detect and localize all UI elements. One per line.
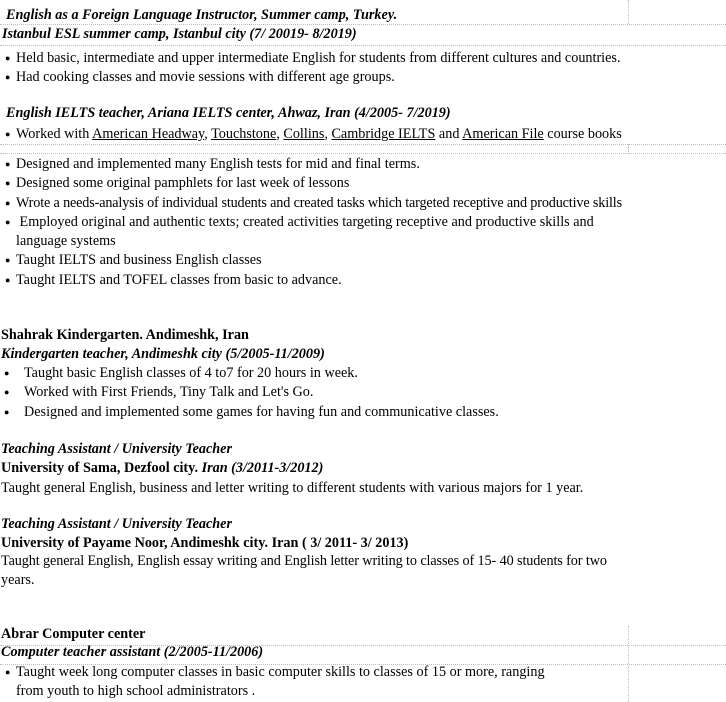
ielts-bullet: ● Taught IELTS and TOFEL classes from basic to advance. [5, 272, 342, 288]
kindergarten-title: Shahrak Kindergarten. Andimeshk, Iran [1, 327, 249, 343]
sama-org: University of Sama, Dezfool city. Iran (3/2011-3/2012) [1, 460, 324, 476]
kindergarten-bullet: ● Designed and implemented some games for having fun and communicative classes. [4, 404, 499, 420]
ielts-bullet: ● Designed some original pamphlets for last week of lessons [5, 175, 350, 191]
summer-camp-subtitle: Istanbul ESL summer camp, Istanbul city (7/ 20019- 8/2019) [2, 26, 357, 42]
bullet-icon: ● [5, 53, 11, 63]
kindergarten-subtitle: Kindergarten teacher, Andimeshk city (5/2005-11/2009) [1, 346, 325, 362]
book-link: Touchstone [211, 126, 277, 142]
bullet-icon: ● [4, 387, 10, 397]
book-link: American Headway [92, 126, 205, 142]
bullet-icon: ● [5, 72, 11, 82]
book-link: Cambridge IELTS [331, 126, 436, 142]
payame-noor-description-continuation: years. [1, 572, 35, 588]
bullet-icon: ● [5, 255, 11, 265]
kindergarten-bullet: ● Taught basic English classes of 4 to7 for 20 hours in week. [4, 365, 358, 381]
bullet-icon: ● [5, 178, 11, 188]
ielts-title: English IELTS teacher, Ariana IELTS center, Ahwaz, Iran (4/2005- 7/2019) [6, 105, 451, 121]
summer-camp-bullet: ● Had cooking classes and movie sessions with different age groups. [5, 69, 395, 85]
sama-title: Teaching Assistant / University Teacher [1, 441, 232, 457]
payame-noor-description: Taught general English, English essay writing and English letter writing to classes of 15- 40 students for two [1, 553, 607, 569]
abrar-bullet: ● Taught week long computer classes in basic computer skills to classes of 15 or more, ranging [5, 664, 545, 680]
ielts-bullet-continuation: language systems [16, 233, 116, 249]
table-gridline [628, 626, 629, 702]
summer-camp-title: English as a Foreign Language Instructor, Summer camp, Turkey. [6, 7, 398, 23]
bullet-icon: ● [5, 159, 11, 169]
ielts-books-line: ● Worked with American Headway, Touchstone, Collins, Cambridge IELTS and American File course books [5, 126, 622, 142]
kindergarten-bullet: ● Worked with First Friends, Tiny Talk and Let's Go. [4, 384, 314, 400]
sama-description: Taught general English, business and letter writing to different students with various majors for 1 year. [1, 480, 584, 496]
payame-noor-title: Teaching Assistant / University Teacher [1, 516, 232, 532]
table-gridline [628, 0, 629, 24]
book-link: Collins [283, 126, 325, 142]
table-gridline [0, 153, 726, 154]
table-gridline [628, 144, 629, 154]
ielts-bullet: ● Employed original and authentic texts; created activities targeting receptive and productive skills and [5, 214, 594, 230]
summer-camp-bullet: ● Held basic, intermediate and upper intermediate English for students from different cultures and countries. [5, 50, 621, 66]
ielts-bullet: ● Wrote a needs-analysis of individual students and created tasks which targeted receptive and productive skills [5, 195, 622, 211]
bullet-icon: ● [5, 217, 11, 227]
ielts-bullet: ● Designed and implemented many English tests for mid and final terms. [5, 156, 420, 172]
book-link: American File [462, 126, 544, 142]
abrar-bullet-continuation: from youth to high school administrators . [16, 683, 256, 699]
table-gridline [0, 45, 726, 46]
bullet-icon: ● [5, 667, 11, 677]
payame-noor-org: University of Payame Noor, Andimeshk city. Iran ( 3/ 2011- 3/ 2013) [1, 535, 409, 551]
bullet-icon: ● [5, 275, 11, 285]
abrar-subtitle: Computer teacher assistant (2/2005-11/2006) [1, 644, 264, 660]
bullet-icon: ● [5, 198, 11, 208]
bullet-icon: ● [5, 129, 11, 139]
table-gridline [0, 144, 726, 145]
abrar-title: Abrar Computer center [1, 626, 146, 642]
ielts-bullet: ● Taught IELTS and business English classes [5, 252, 262, 268]
bullet-icon: ● [4, 368, 10, 378]
bullet-icon: ● [4, 407, 10, 417]
